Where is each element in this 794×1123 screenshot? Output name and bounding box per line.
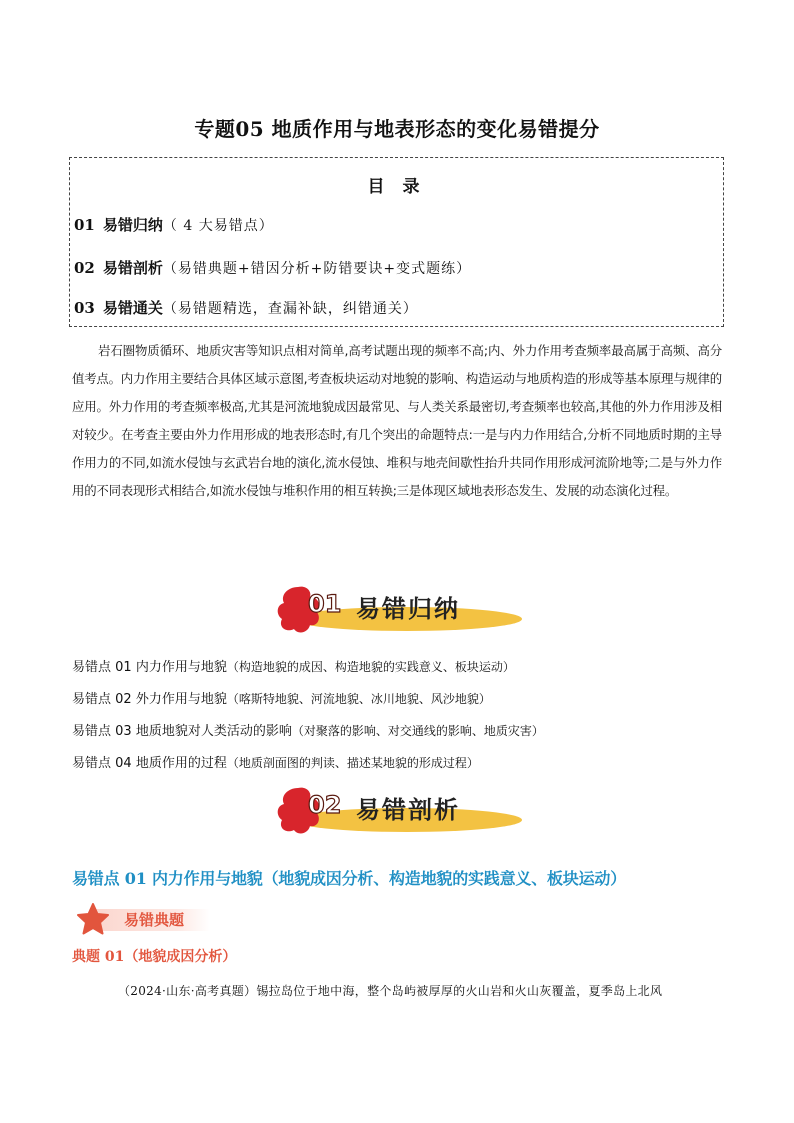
error-point-subheading: 易错点 01 内力作用与地貌（地貌成因分析、构造地貌的实践意义、板块运动） (72, 869, 627, 888)
banner-number: 01 (308, 590, 342, 618)
section-banner-1 (270, 585, 530, 637)
point-name: 地质地貌对人类活动的影响 (135, 724, 292, 739)
toc-item-number: 03 (74, 299, 95, 317)
point-name: 外力作用与地貌 (135, 692, 227, 707)
toc-item-3 (74, 297, 418, 318)
point-prefix: 易错点 02 (72, 692, 136, 707)
point-desc: （构造地貌的成因、构造地貌的实践意义、板块运动） (226, 660, 515, 674)
toc-item-desc: （易错题精选，查漏补缺，纠错通关） (162, 301, 418, 317)
toc-item-label: 易错归纳 (102, 216, 163, 234)
toc-item-2 (74, 257, 471, 278)
point-name: 地质作用的过程 (135, 756, 227, 771)
point-desc: （喀斯特地貌、河流地貌、冰川地貌、风沙地貌） (226, 692, 491, 706)
example-title: 典题 01（地貌成因分析） (72, 949, 237, 965)
banner-title: 易错归纳 (356, 595, 460, 623)
error-point-4 (72, 752, 479, 771)
section-banner-2 (270, 786, 530, 838)
banner-number: 02 (308, 791, 342, 819)
error-point-1 (72, 656, 515, 675)
star-icon (76, 903, 110, 935)
error-point-2 (72, 688, 491, 707)
toc-item-number: 02 (74, 259, 95, 277)
point-desc: （地质剖面图的判读、描述某地貌的形成过程） (226, 756, 479, 770)
page-title: 专题05 地质作用与地表形态的变化易错提分 (194, 117, 600, 141)
banner-title: 易错剖析 (356, 796, 460, 824)
point-desc: （对聚落的影响、对交通线的影响、地质灾害） (291, 724, 544, 738)
point-prefix: 易错点 04 (72, 756, 136, 771)
toc-item-desc: （易错典题+错因分析+防错要诀+变式题练） (162, 261, 472, 277)
toc-item-label: 易错通关 (102, 299, 163, 317)
toc-item-desc: （ 4 大易错点） (162, 218, 274, 234)
toc-heading: 目 录 (367, 177, 426, 197)
table-of-contents (69, 157, 724, 327)
point-prefix: 易错点 03 (72, 724, 136, 739)
intro-paragraph: 岩石圈物质循环、地质灾害等知识点相对简单,高考试题出现的频率不高;内、外力作用考查频率最高属于高频、高分值考点。内力作用主要结合具体区域示意图,考查板块运动对地貌的影响、构造运动与地质构造的形成等基本原理与规律的应用。外力作用的考查频率极高,尤其是河流地貌成因最常见、与人类关系最密切,考查频率也较高,其他的外力作用涉及相对较少。在考查主要由外力作用形成的地表形态时,有几个突出的命题特点:一是与内力作用结合,分析不同地质时期的主导作用力的不同,如流水侵蚀与玄武岩台地的演化,流水侵蚀、堆积与地壳间歇性抬升共同作用形成河流阶地等;二是与外力作用的不同表现形式相结合,如流水侵蚀与堆积作用的相互转换;三是体现区域地表形态发生、发展的动态演化过程。 (72, 343, 722, 498)
example-tag (76, 903, 216, 933)
toc-item-1 (74, 214, 274, 235)
tag-label: 易错典题 (124, 911, 185, 929)
toc-item-label: 易错剖析 (102, 259, 163, 277)
point-prefix: 易错点 01 (72, 660, 136, 675)
point-name: 内力作用与地貌 (135, 660, 227, 675)
error-point-3 (72, 720, 544, 739)
toc-item-number: 01 (74, 216, 95, 234)
example-body: （2024·山东·高考真题）锡拉岛位于地中海，整个岛屿被厚厚的火山岩和火山灰覆盖，夏季岛上北风 (118, 984, 663, 998)
